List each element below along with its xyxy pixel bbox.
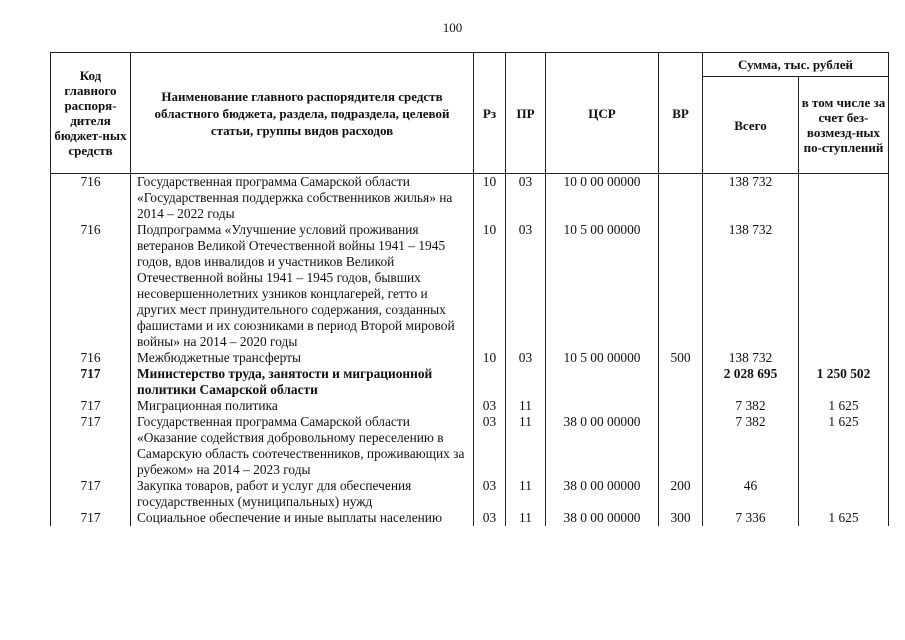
page-number: 100 <box>442 20 463 35</box>
cell-total: 2 028 695 <box>703 366 799 398</box>
table-row <box>51 366 889 398</box>
cell-total: 138 732 <box>703 174 799 223</box>
cell-rz: 10 <box>474 222 506 350</box>
cell-total: 7 336 <box>703 510 799 526</box>
cell-total: 7 382 <box>703 414 799 478</box>
cell-csr: 38 0 00 00000 <box>546 510 659 526</box>
table-body <box>51 174 889 527</box>
cell-code: 717 <box>51 478 131 510</box>
cell-name: Подпрограмма «Улучшение условий проживания ветеранов Великой Отечественной войны 1941 – 1945 годов, вдов инвалидов и участников Великой Отечественной войны 1941 – 1945 годов, бывших несовершеннолетних узников концлагерей, гетто и других мест принудительного содержания, созданных фашистами и их союзниками в период Второй мировой войны» на 2014 – 2020 годы <box>131 222 474 350</box>
cell-free <box>799 350 889 366</box>
cell-name: Закупка товаров, работ и услуг для обеспечения государственных (муниципальных) нужд <box>131 478 474 510</box>
cell-name: Государственная программа Самарской области «Оказание содействия добровольному переселению в Самарскую область соотечественников, проживающих за рубежом» на 2014 – 2023 годы <box>131 414 474 478</box>
cell-csr: 10 5 00 00000 <box>546 222 659 350</box>
cell-rz: 03 <box>474 478 506 510</box>
header-csr: ЦСР <box>546 53 659 174</box>
cell-vr <box>659 398 703 414</box>
cell-name: Государственная программа Самарской области «Государственная поддержка собственников жилья» на 2014 – 2022 годы <box>131 174 474 223</box>
cell-rz: 03 <box>474 510 506 526</box>
cell-code: 717 <box>51 366 131 398</box>
cell-name: Межбюджетные трансферты <box>131 350 474 366</box>
cell-name: Миграционная политика <box>131 398 474 414</box>
cell-code: 716 <box>51 350 131 366</box>
cell-pr: 03 <box>506 350 546 366</box>
table-row <box>51 350 889 366</box>
cell-code: 717 <box>51 414 131 478</box>
header-code: Код главного распоря-дителя бюджет-ных средств <box>51 53 131 174</box>
header-sum-group: Сумма, тыс. рублей <box>703 53 889 77</box>
cell-rz: 03 <box>474 414 506 478</box>
header-free: в том числе за счет без-возмезд-ных по-ступлений <box>799 77 889 174</box>
cell-pr: 11 <box>506 510 546 526</box>
cell-pr: 11 <box>506 414 546 478</box>
header-vr: ВР <box>659 53 703 174</box>
cell-free: 1 250 502 <box>799 366 889 398</box>
cell-code: 716 <box>51 222 131 350</box>
cell-total: 46 <box>703 478 799 510</box>
table-row <box>51 222 889 350</box>
cell-vr <box>659 366 703 398</box>
cell-free <box>799 222 889 350</box>
table-row <box>51 510 889 526</box>
budget-table <box>50 52 889 526</box>
cell-vr: 500 <box>659 350 703 366</box>
cell-vr <box>659 414 703 478</box>
cell-vr <box>659 174 703 223</box>
cell-csr <box>546 366 659 398</box>
cell-vr <box>659 222 703 350</box>
cell-free: 1 625 <box>799 510 889 526</box>
cell-rz <box>474 366 506 398</box>
header-total: Всего <box>703 77 799 174</box>
cell-csr: 10 5 00 00000 <box>546 350 659 366</box>
cell-csr: 38 0 00 00000 <box>546 478 659 510</box>
cell-free: 1 625 <box>799 398 889 414</box>
cell-csr: 10 0 00 00000 <box>546 174 659 223</box>
cell-total: 7 382 <box>703 398 799 414</box>
cell-vr: 300 <box>659 510 703 526</box>
cell-pr: 11 <box>506 478 546 510</box>
cell-free <box>799 174 889 223</box>
cell-code: 717 <box>51 398 131 414</box>
table-row <box>51 478 889 510</box>
header-name: Наименование главного распорядителя средств областного бюджета, раздела, подраздела, целевой статьи, группы видов расходов <box>131 53 474 174</box>
cell-pr <box>506 366 546 398</box>
cell-csr <box>546 398 659 414</box>
cell-total: 138 732 <box>703 350 799 366</box>
cell-rz: 03 <box>474 398 506 414</box>
cell-free <box>799 478 889 510</box>
table-row <box>51 414 889 478</box>
cell-pr: 03 <box>506 222 546 350</box>
cell-total: 138 732 <box>703 222 799 350</box>
cell-code: 717 <box>51 510 131 526</box>
cell-free: 1 625 <box>799 414 889 478</box>
table-row <box>51 398 889 414</box>
table-row <box>51 174 889 223</box>
cell-vr: 200 <box>659 478 703 510</box>
header-rz: Рз <box>474 53 506 174</box>
cell-pr: 11 <box>506 398 546 414</box>
cell-rz: 10 <box>474 174 506 223</box>
cell-csr: 38 0 00 00000 <box>546 414 659 478</box>
cell-pr: 03 <box>506 174 546 223</box>
header-pr: ПР <box>506 53 546 174</box>
cell-name: Социальное обеспечение и иные выплаты населению <box>131 510 474 526</box>
cell-name: Министерство труда, занятости и миграционной политики Самарской области <box>131 366 474 398</box>
cell-rz: 10 <box>474 350 506 366</box>
cell-code: 716 <box>51 174 131 223</box>
